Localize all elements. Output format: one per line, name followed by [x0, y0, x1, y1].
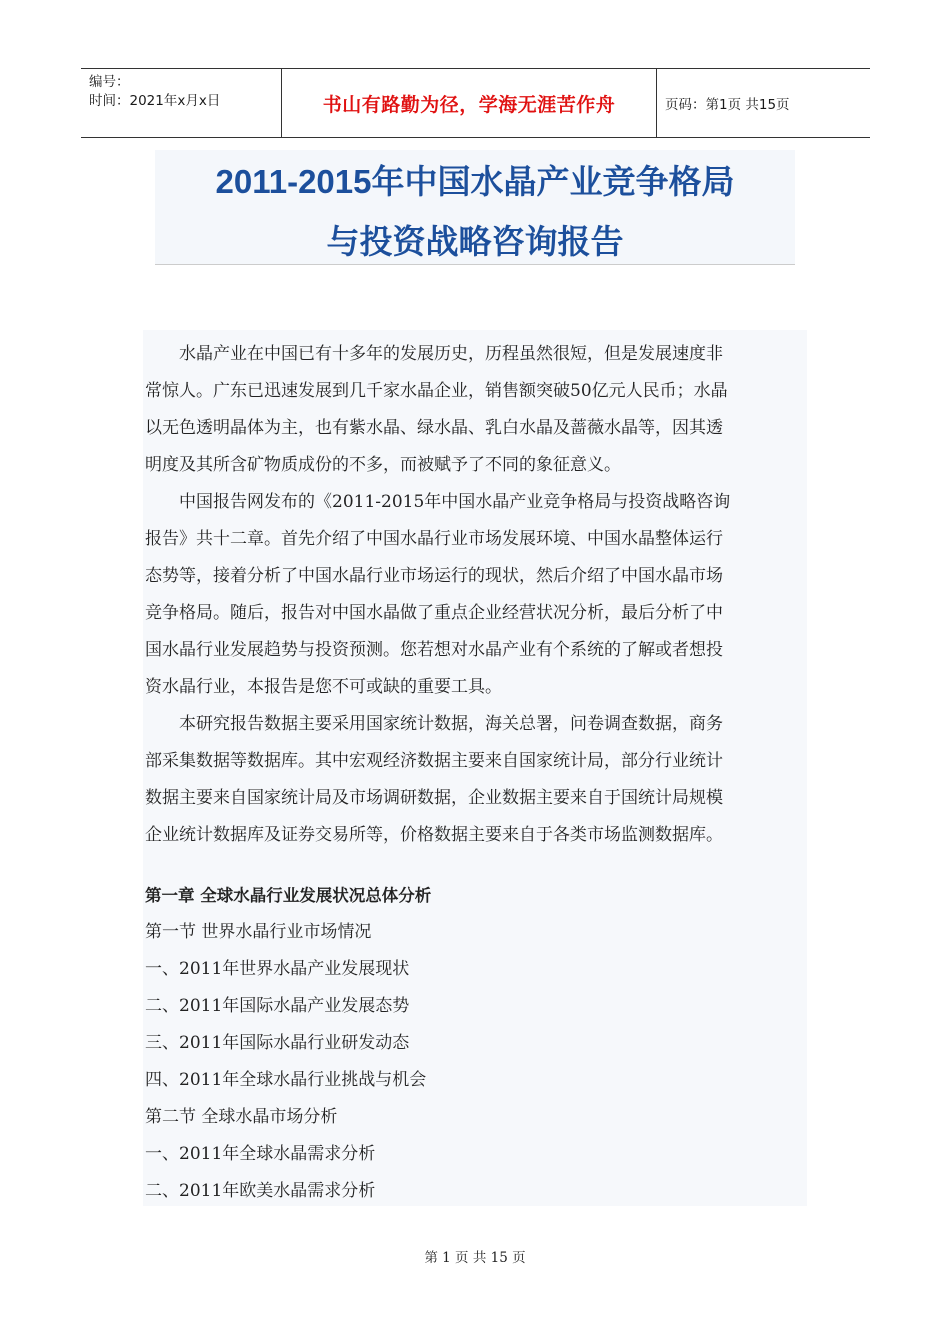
toc-item: 二、2011年国际水晶产业发展态势 [145, 996, 410, 1016]
document-code-label: 编号： [89, 74, 130, 90]
paragraph-line: 资水晶行业，本报告是您不可或缺的重要工具。 [145, 677, 502, 697]
document-time-label: 时间：2021年x月x日 [89, 93, 221, 109]
paragraph-line: 常惊人。广东已迅速发展到几千家水晶企业，销售额突破50亿元人民币；水晶 [145, 381, 728, 401]
paragraph-line: 国水晶行业发展趋势与投资预测。您若想对水晶产业有个系统的了解或者想投 [145, 640, 723, 660]
toc-item: 三、2011年国际水晶行业研发动态 [145, 1033, 410, 1053]
paragraph-line: 部采集数据等数据库。其中宏观经济数据主要来自国家统计局，部分行业统计 [145, 751, 723, 771]
toc-item: 四、2011年全球水晶行业挑战与机会 [145, 1070, 427, 1090]
header-motto: 书山有路勤为径，学海无涯苦作舟 [281, 69, 657, 137]
paragraph-line: 态势等，接着分析了中国水晶行业市场运行的现状，然后介绍了中国水晶市场 [145, 566, 723, 586]
paragraph-line: 明度及其所含矿物质成份的不多，而被赋予了不同的象征意义。 [145, 455, 621, 475]
header-meta [81, 69, 281, 137]
table-of-contents [145, 877, 805, 1210]
toc-item: 一、2011年世界水晶产业发展现状 [145, 959, 410, 979]
toc-item: 一、2011年全球水晶需求分析 [145, 1144, 376, 1164]
paragraph-line: 企业统计数据库及证券交易所等，价格数据主要来自于各类市场监测数据库。 [145, 825, 723, 845]
page-header [81, 68, 870, 138]
toc-item: 第二节 全球水晶市场分析 [145, 1107, 338, 1127]
page-footer: 第 1 页 共 15 页 [424, 1250, 526, 1266]
intro-paragraph-1 [145, 336, 805, 484]
paragraph-line: 数据主要来自国家统计局及市场调研数据，企业数据主要来自于国统计局规模 [145, 788, 723, 808]
paragraph-line: 报告》共十二章。首先介绍了中国水晶行业市场发展环境、中国水晶整体运行 [145, 529, 723, 549]
report-title-line-1: 2011-2015年中国水晶产业竞争格局 [215, 163, 735, 200]
toc-item: 第一节 世界水晶行业市场情况 [145, 922, 372, 942]
intro-paragraph-2 [145, 484, 805, 706]
paragraph-line: 中国报告网发布的《2011-2015年中国水晶产业竞争格局与投资战略咨询 [145, 492, 731, 512]
intro-paragraph-3 [145, 706, 805, 854]
header-page-info: 页码：第1页 共15页 [665, 97, 790, 113]
report-title-block [155, 150, 795, 265]
paragraph-line: 本研究报告数据主要采用国家统计数据，海关总署，问卷调查数据，商务 [145, 714, 723, 734]
report-title-line-2: 与投资战略咨询报告 [326, 223, 624, 260]
paragraph-line: 水晶产业在中国已有十多年的发展历史，历程虽然很短，但是发展速度非 [145, 344, 723, 364]
paragraph-line: 以无色透明晶体为主，也有紫水晶、绿水晶、乳白水晶及蔷薇水晶等，因其透 [145, 418, 723, 438]
toc-item: 二、2011年欧美水晶需求分析 [145, 1181, 376, 1201]
chapter-heading: 第一章 全球水晶行业发展状况总体分析 [145, 886, 432, 905]
paragraph-line: 竞争格局。随后，报告对中国水晶做了重点企业经营状况分析，最后分析了中 [145, 603, 723, 623]
